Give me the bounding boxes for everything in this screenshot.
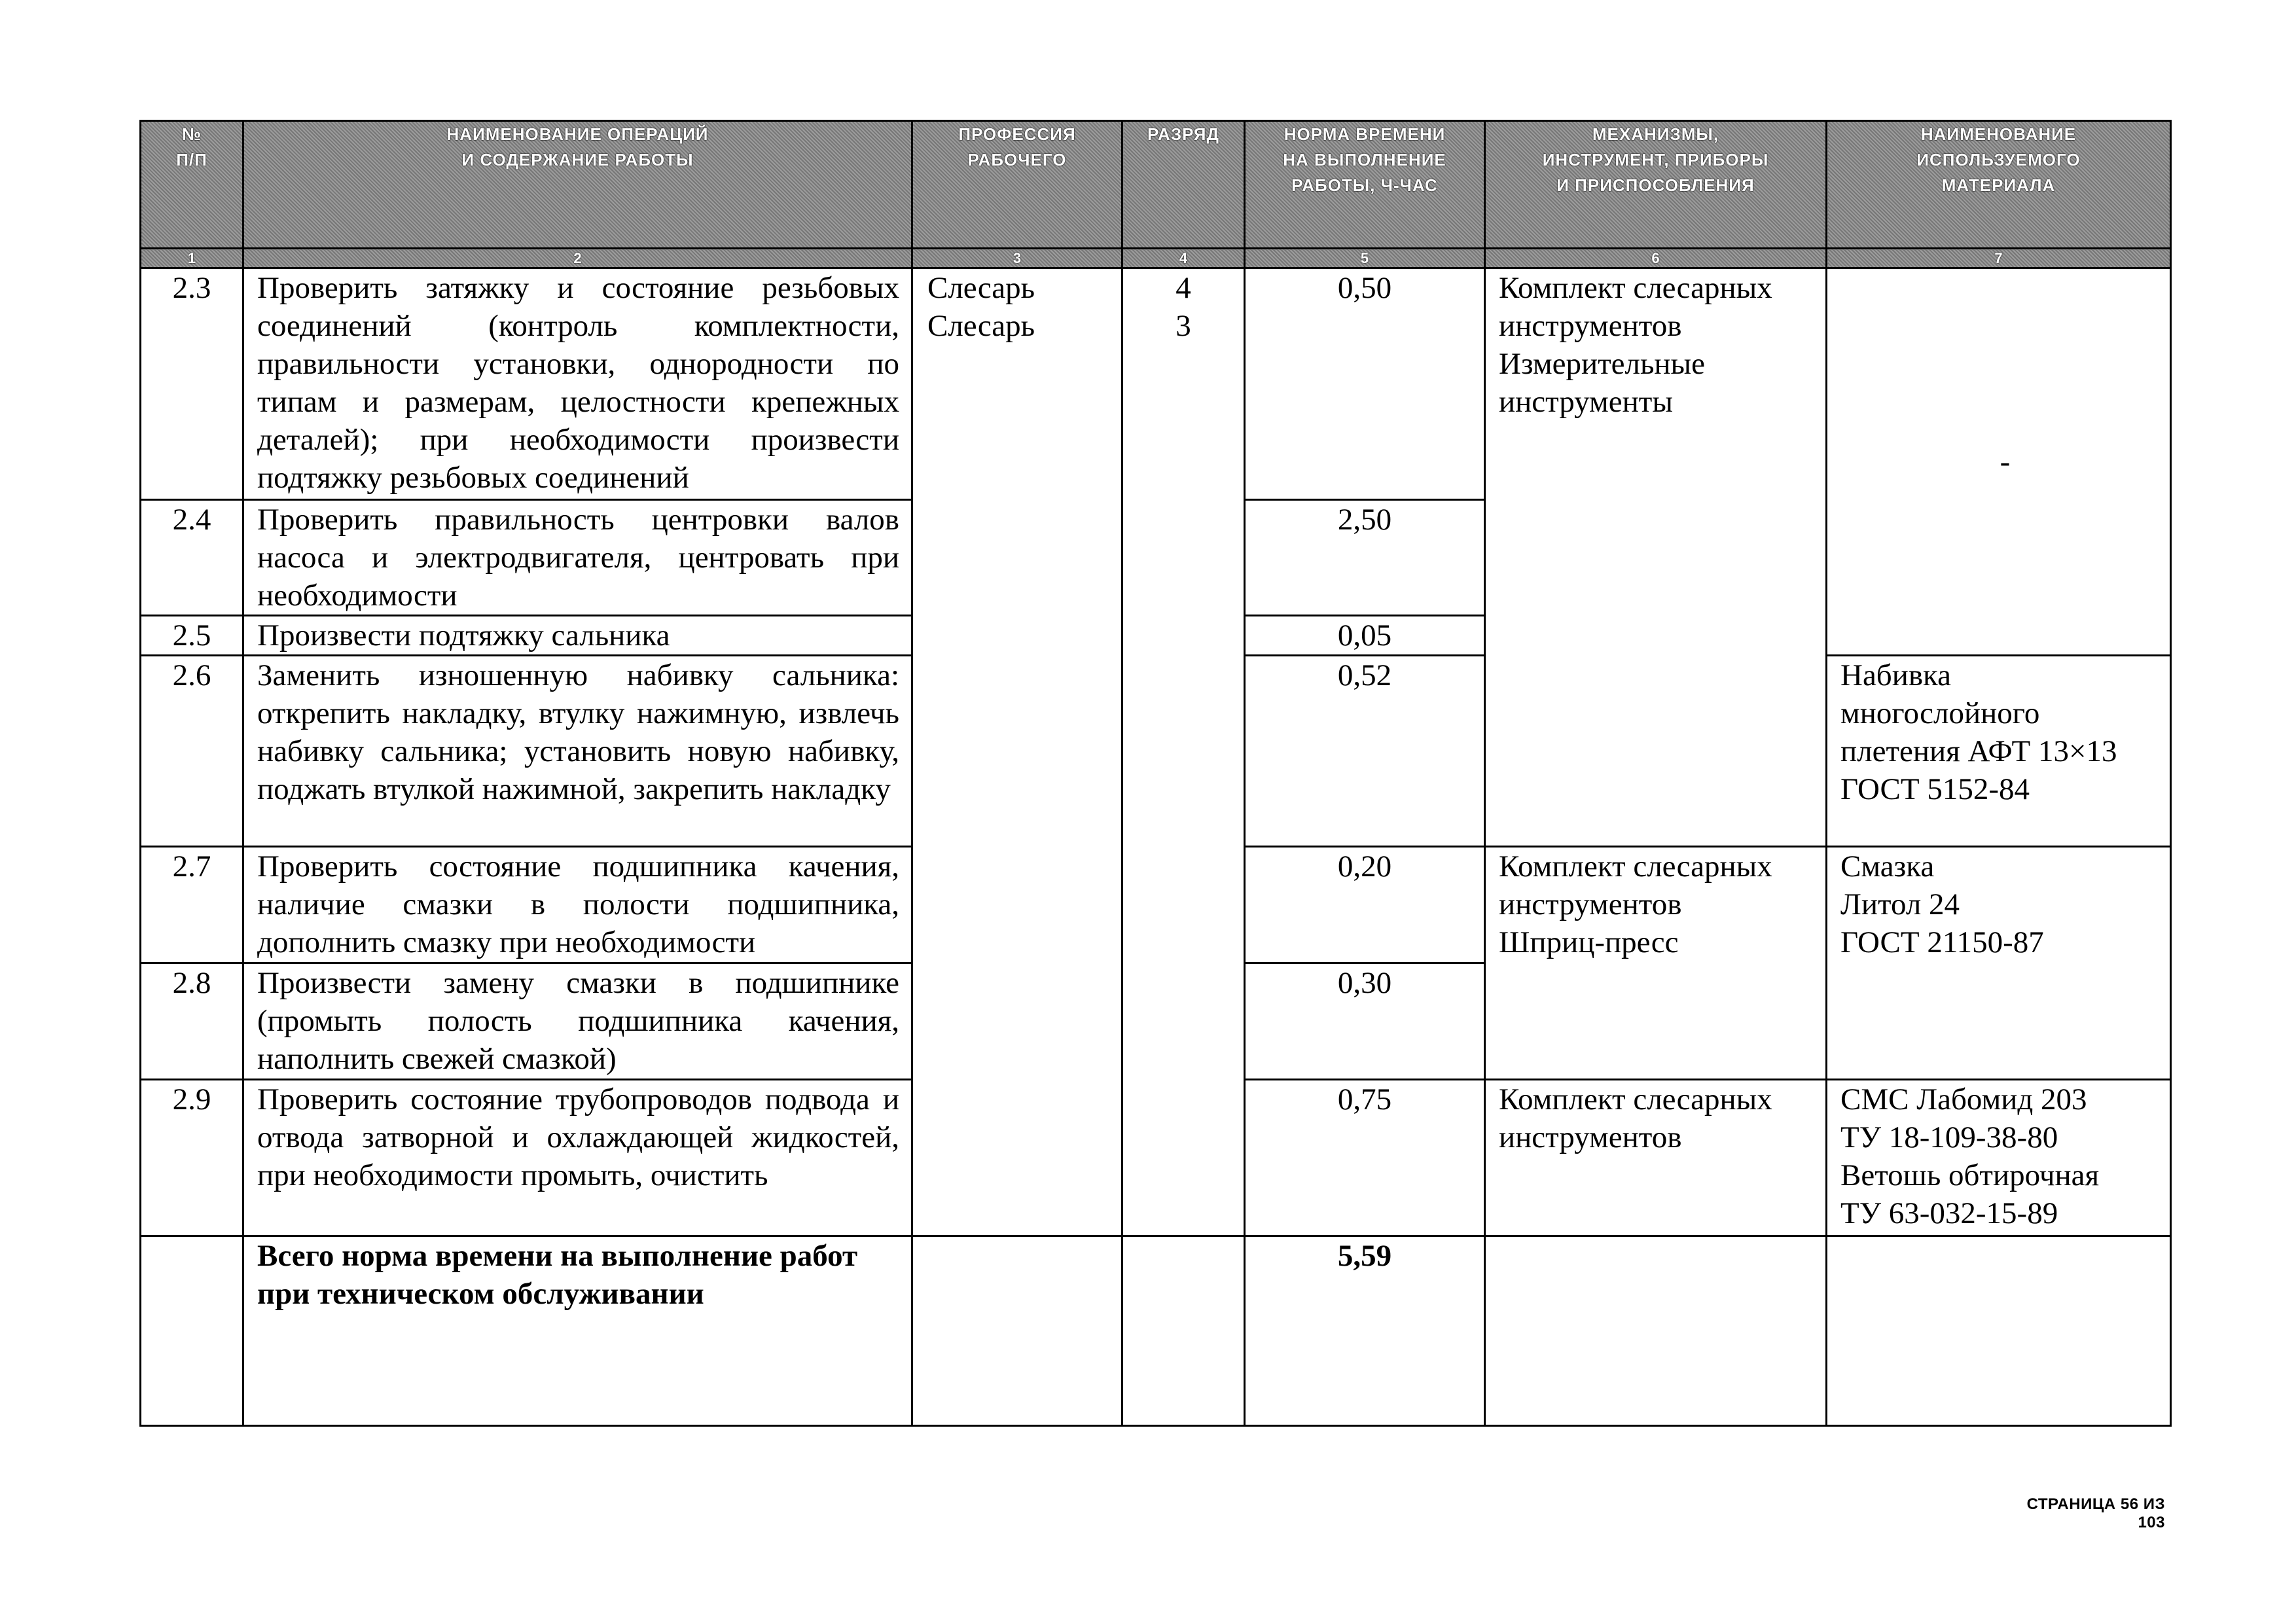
total-time-norm: 5,59 — [1245, 1236, 1485, 1426]
material-cell: Смазка Литол 24 ГОСТ 21150-87 — [1827, 847, 2171, 1080]
tools-cell: Комплект слесарных инструментов Шприц-пресс — [1485, 847, 1827, 1080]
header-time-norm: НОРМА ВРЕМЕНИ НА ВЫПОЛНЕНИЕ РАБОТЫ, Ч-ЧАС — [1245, 121, 1485, 249]
total-no-cell — [141, 1236, 243, 1426]
column-number: 1 — [141, 249, 243, 268]
header-profession: ПРОФЕССИЯ РАБОЧЕГО — [912, 121, 1122, 249]
column-number: 2 — [243, 249, 912, 268]
row-number: 2.6 — [141, 656, 243, 847]
profession-cell: Слесарь Слесарь — [912, 268, 1122, 1236]
grade-cell: 4 3 — [1122, 268, 1245, 1236]
header-operation: НАИМЕНОВАНИЕ ОПЕРАЦИЙ И СОДЕРЖАНИЕ РАБОТЫ — [243, 121, 912, 249]
column-number: 6 — [1485, 249, 1827, 268]
row-number: 2.4 — [141, 500, 243, 616]
time-norm: 2,50 — [1245, 500, 1485, 616]
column-number: 3 — [912, 249, 1122, 268]
total-label: Всего норма времени на выполнение работ при техническом обслуживании — [243, 1236, 912, 1426]
tools-cell: Комплект слесарных инструментов Измерительные инструменты — [1485, 268, 1827, 847]
header-no: № П/П — [141, 121, 243, 249]
header-tools: МЕХАНИЗМЫ, ИНСТРУМЕНТ, ПРИБОРЫ И ПРИСПОСОБЛЕНИЯ — [1485, 121, 1827, 249]
operation-text: Заменить изношенную набивку сальника: открепить накладку, втулку нажимную, извлечь набивку сальника; установить новую набивку, поджать втулкой нажимной, закрепить накладку — [243, 656, 912, 847]
time-norm: 0,30 — [1245, 963, 1485, 1080]
row-number: 2.9 — [141, 1080, 243, 1236]
time-norm: 0,20 — [1245, 847, 1485, 963]
operation-text: Проверить состояние подшипника качения, наличие смазки в полости подшипника, дополнить смазку при необходимости — [243, 847, 912, 963]
material-cell: СМС Лабомид 203 ТУ 18-109-38-80 Ветошь обтирочная ТУ 63-032-15-89 — [1827, 1080, 2171, 1236]
total-tools-cell — [1485, 1236, 1827, 1426]
page-number: СТРАНИЦА 56 ИЗ 103 — [2026, 1495, 2165, 1531]
header-material: НАИМЕНОВАНИЕ ИСПОЛЬЗУЕМОГО МАТЕРИАЛА — [1827, 121, 2171, 249]
maintenance-table — [139, 120, 2172, 1427]
operation-text: Проверить затяжку и состояние резьбовых соединений (контроль комплектности, правильности установки, однородности по типам и размерам, целостности крепежных деталей); при необходимости произвести подтяжку резьбовых соединений — [243, 268, 912, 500]
time-norm: 0,05 — [1245, 616, 1485, 656]
row-number: 2.8 — [141, 963, 243, 1080]
material-cell: - — [1827, 268, 2171, 656]
column-number: 5 — [1245, 249, 1485, 268]
operation-text: Проверить состояние трубопроводов подвода и отвода затворной и охлаждающей жидкостей, при необходимости промыть, очистить — [243, 1080, 912, 1236]
total-material-cell — [1827, 1236, 2171, 1426]
operation-text: Произвести подтяжку сальника — [243, 616, 912, 656]
column-number: 4 — [1122, 249, 1245, 268]
total-grade-cell — [1122, 1236, 1245, 1426]
time-norm: 0,50 — [1245, 268, 1485, 500]
total-profession-cell — [912, 1236, 1122, 1426]
header-grade: РАЗРЯД — [1122, 121, 1245, 249]
material-cell: Набивка многослойного плетения АФТ 13×13 ГОСТ 5152-84 — [1827, 656, 2171, 847]
row-number: 2.7 — [141, 847, 243, 963]
column-number: 7 — [1827, 249, 2171, 268]
operation-text: Произвести замену смазки в подшипнике (промыть полость подшипника качения, наполнить свежей смазкой) — [243, 963, 912, 1080]
tools-cell: Комплект слесарных инструментов — [1485, 1080, 1827, 1236]
operation-text: Проверить правильность центровки валов насоса и электродвигателя, центровать при необходимости — [243, 500, 912, 616]
row-number: 2.5 — [141, 616, 243, 656]
time-norm: 0,75 — [1245, 1080, 1485, 1236]
row-number: 2.3 — [141, 268, 243, 500]
time-norm: 0,52 — [1245, 656, 1485, 847]
